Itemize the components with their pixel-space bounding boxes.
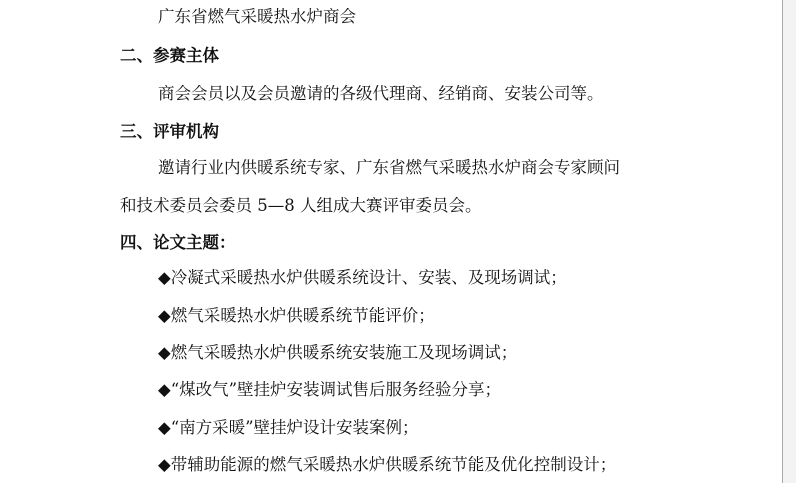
judges-text-line-1: 邀请行业内供暖系统专家、广东省燃气采暖热水炉商会专家顾问 xyxy=(158,158,620,177)
section-heading-judges: 三、评审机构 xyxy=(120,122,219,141)
topic-item: ◆“南方采暖”壁挂炉设计安装案例； xyxy=(158,418,419,437)
topic-item: ◆燃气采暖热水炉供暖系统安装施工及现场调试； xyxy=(158,343,518,362)
topic-item: ◆“煤改气”壁挂炉安装调试售后服务经验分享； xyxy=(158,380,502,399)
judges-text-line-2: 和技术委员会委员 5—8 人组成大赛评审委员会。 xyxy=(120,196,482,215)
organizer-text: 广东省燃气采暖热水炉商会 xyxy=(158,7,356,26)
topic-item: ◆冷凝式采暖热水炉供暖系统设计、安装、及现场调试； xyxy=(158,268,567,287)
section-heading-participants: 二、参赛主体 xyxy=(120,46,219,65)
topic-item: ◆燃气采暖热水炉供暖系统节能评价； xyxy=(158,306,435,325)
participants-text: 商会会员以及会员邀请的各级代理商、经销商、安装公司等。 xyxy=(158,84,604,103)
section-heading-topics: 四、论文主题： xyxy=(120,233,236,252)
topic-item: ◆带辅助能源的燃气采暖热水炉供暖系统节能及优化控制设计； xyxy=(158,455,617,474)
